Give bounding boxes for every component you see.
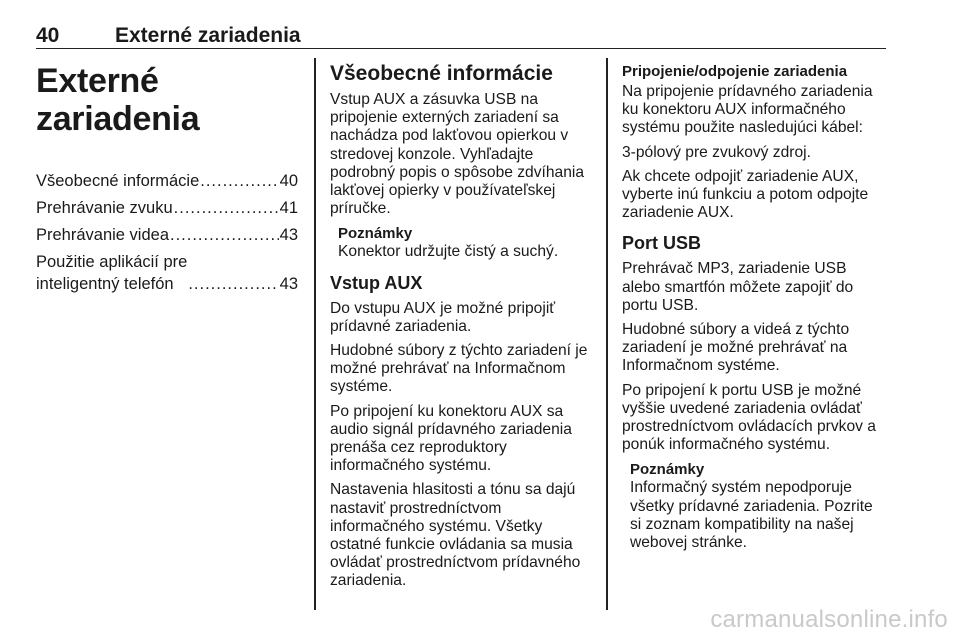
toc-item-page: 41	[279, 199, 298, 217]
note-text: Informačný systém nepodporuje všetky prídavné zariadenia. Pozrite si zoznam kompatibility na našej webovej stránke.	[630, 479, 873, 552]
paragraph-aux-4: Nastavenia hlasitosti a tónu sa dajú nastaviť prostredníctvom informačného systému. Všetky ostatné funkcie ovládania sa musia ovládať prostredníctvom prídavného zariadenia.	[330, 481, 581, 590]
toc-leader-dots	[188, 273, 278, 295]
paragraph-aux-3: Po pripojení ku konektoru AUX sa audio signál prídavného zariadenia prenáša cez reproduktory informačného systému.	[330, 402, 572, 475]
toc-leader-dots	[200, 170, 278, 192]
paragraph-aux-1: Do vstupu AUX je možné pripojiť prídavné zariadenia.	[330, 299, 556, 335]
toc-item-page: 40	[279, 172, 298, 190]
toc-item-label: Prehrávanie zvuku	[36, 199, 173, 217]
paragraph-connect-1: Na pripojenie prídavného zariadenia ku konektoru AUX informačného systému použite nasledujúci kábel:	[622, 83, 873, 137]
column-divider-right	[606, 58, 608, 610]
toc-leader-dots	[174, 197, 279, 219]
column-left	[36, 62, 298, 300]
section-heading-aux: Vstup AUX	[330, 272, 423, 293]
section-heading-general-info: Všeobecné informácie	[330, 62, 553, 85]
note-title: Poznámky	[630, 461, 705, 479]
column-middle	[330, 62, 592, 597]
note-box	[330, 224, 592, 261]
paragraph-connect-3: Ak chcete odpojiť zariadenie AUX, vyberte inú funkciu a potom odpojte zariadenie AUX.	[622, 167, 869, 222]
running-title: Externé zariadenia	[115, 24, 301, 47]
page-header	[36, 0, 886, 49]
toc-item-audio-playback[interactable]	[36, 197, 298, 219]
table-of-contents	[36, 170, 298, 295]
watermark: carmanualsonline.info	[710, 606, 948, 633]
paragraph-intro: Vstup AUX a zásuvka USB na pripojenie externých zariadení sa nachádza pod lakťovou opierkou v stredovej konzole. Vyhľadajte podrobný popis o spôsobe zdvíhania lakťovej opierky v používateľskej príručke.	[330, 91, 585, 218]
paragraph-connect-2: 3-pólový pre zvukový zdroj.	[622, 143, 811, 161]
chapter-title: Externé zariadenia	[36, 62, 200, 138]
paragraph-usb-1: Prehrávač MP3, zariadenie USB alebo smartfón môžete zapojiť do portu USB.	[622, 260, 854, 314]
note-box	[622, 460, 884, 552]
note-text: Konektor udržujte čistý a suchý.	[338, 243, 559, 261]
paragraph-aux-2: Hudobné súbory z týchto zariadení je možné prehrávať na Informačnom systéme.	[330, 342, 588, 396]
toc-item-label: Všeobecné informácie	[36, 172, 200, 190]
toc-item-video-playback[interactable]	[36, 224, 298, 246]
note-title: Poznámky	[338, 225, 413, 243]
toc-item-general-info[interactable]	[36, 170, 298, 192]
toc-item-label: Použitie aplikácií pre inteligentný telefón	[36, 253, 188, 293]
page-number: 40	[36, 24, 60, 47]
column-right	[622, 62, 884, 560]
subheading-connect-disconnect: Pripojenie/odpojenie zariadenia	[622, 63, 848, 80]
column-divider-left	[314, 58, 316, 610]
toc-item-smartphone-apps[interactable]	[36, 251, 298, 295]
paragraph-usb-3: Po pripojení k portu USB je možné vyššie uvedené zariadenia ovládať prostredníctvom ovládacích prvkov a ponúk informačného systému.	[622, 381, 876, 454]
paragraph-usb-2: Hudobné súbory a videá z týchto zariadení je možné prehrávať na Informačnom systéme.	[622, 321, 850, 375]
section-heading-usb: Port USB	[622, 233, 702, 254]
toc-item-label: Prehrávanie videa	[36, 226, 169, 244]
toc-leader-dots	[170, 224, 279, 246]
toc-item-page: 43	[279, 226, 298, 244]
toc-item-page: 43	[279, 275, 298, 293]
